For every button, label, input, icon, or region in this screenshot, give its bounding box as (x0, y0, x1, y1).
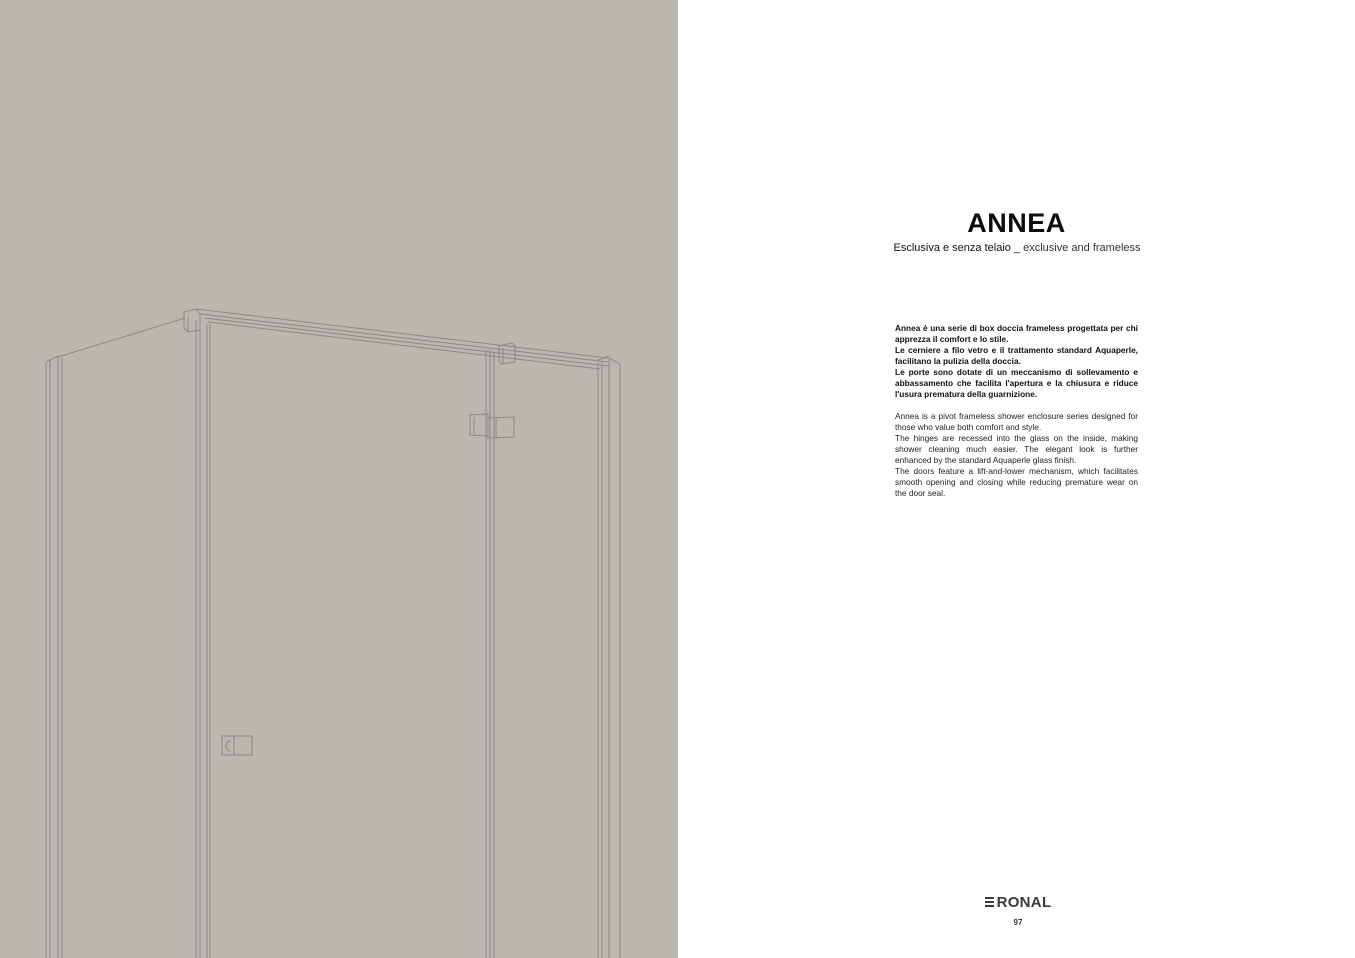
description-it-paragraph: Annea è una serie di box doccia frameless progettata per chi apprezza il comfort e lo stile. (895, 323, 1138, 344)
description-it-paragraph: Le cerniere a filo vetro e il trattamento standard Aquaperle, facilitano la pulizia della doccia. (895, 345, 1138, 366)
ronal-logo (978, 893, 1058, 911)
description-en-paragraph: The doors feature a lift-and-lower mechanism, which facilitates smooth opening and closing while reducing premature wear on the door seal. (895, 466, 1138, 498)
page-number: 97 (1013, 918, 1023, 927)
logo-text: RONAL (996, 893, 1052, 911)
description-italian (895, 323, 1138, 400)
description-en-paragraph: Annea is a pivot frameless shower enclosure series designed for those who value both comfort and style. (895, 411, 1138, 432)
logo-lines-icon (985, 897, 994, 907)
subtitle-english: exclusive and frameless (1023, 242, 1141, 254)
description-english (895, 411, 1138, 499)
product-title: ANNEA (967, 208, 1066, 238)
subtitle-italian: Esclusiva e senza telaio _ (893, 242, 1021, 254)
text-page (678, 0, 1355, 958)
product-subtitle (878, 242, 1156, 254)
description-en-paragraph: The hinges are recessed into the glass on the inside, making shower cleaning much easier. The elegant look is further enhanced by the standard Aquaperle glass finish. (895, 433, 1138, 465)
description-it-paragraph: Le porte sono dotate di un meccanismo di sollevamento e abbassamento che facilita l'apertura e la chiusura e riduce l'usura prematura della guarnizione. (895, 367, 1138, 399)
